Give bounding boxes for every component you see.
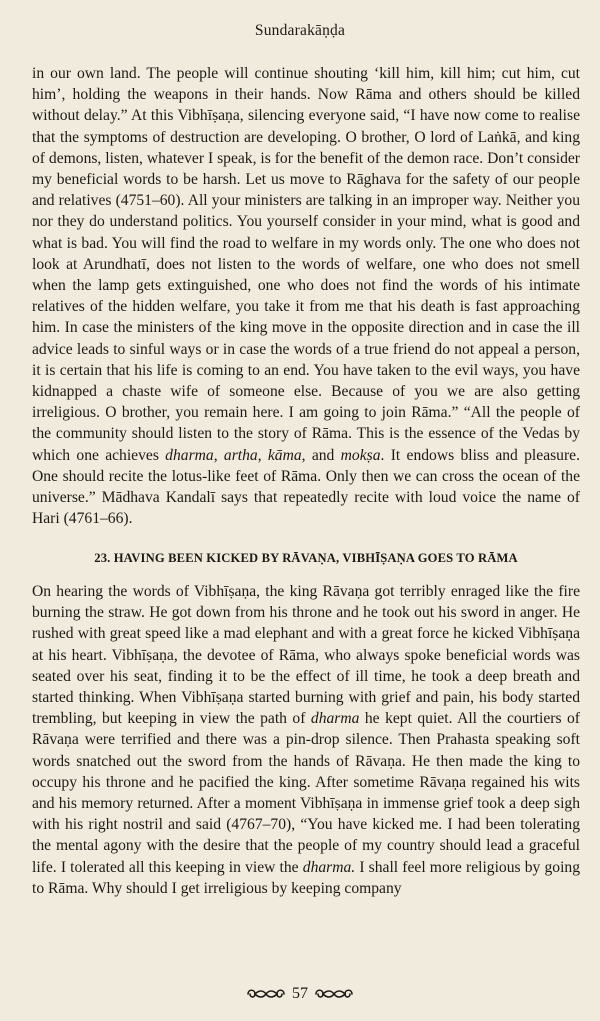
italic-term: mokṣa bbox=[340, 446, 381, 464]
text-run: in our own land. The people will continue shouting ‘kill him, kill him; cut him, cut him’, holding the weapons in their hands. Now Rāma and others should be killed without delay.” At this Vibhīṣaṇa, silencing everyone said, “I have now come to realise that the symptoms of destruction are developing. O brother, O lord of Laṅkā, and king of demons, listen, whatever I speak, is for the benefit of the demon race. Don’t consider my beneficial words to be harsh. Let us move to Rāghava for the safety of our people and relatives (4751–60). All your ministers are talking in an improper way. Neither you nor they do understand politics. You yourself consider in your mind, what is good and what is bad. You will find the road to welfare in my words only. The one who does not look at Arundhatī, does not listen to the words of welfare, one who does not smell when the lamp gets extinguished, one who does not find the words of his intimate relatives of the hidden welfare, you take it from me that his death is fast approaching him. In case the ministers of the king move in the opposite direction and in case the ill advice leads to sinful ways or in case the words of a true friend do not appeal a person, it is certain that his life is coming to an end. You have taken to the evil ways, you have kidnapped a chaste wife of someone else. Because of you we are also getting irreligious. O brother, you remain here. I am going to join Rāma.” “All the people of the community should listen to the story of Rāma. This is the essence of the Vedas by which one achieves bbox=[32, 65, 580, 464]
text-run: I shall feel more religious by going to Rāma. Why should I get irreligious by keeping company bbox=[32, 858, 580, 897]
scroll-ornament-icon bbox=[314, 987, 354, 1001]
text-run: . It endows bliss and pleasure. One should recite the lotus-like feet of Rāma. Only then we can cross the ocean of the universe.” Mādhava Kandalī says that repeatedly recite with loud voice the name of Hari (4761–66). bbox=[32, 446, 580, 528]
text-run: , bbox=[213, 446, 224, 464]
body-paragraph bbox=[32, 581, 580, 899]
text-run: On hearing the words of Vibhīṣaṇa, the king Rāvaṇa got terribly enraged like the fire burning the straw. He got down from his throne and he took out his sword in anger. He rushed with great speed like a mad elephant and with a great force he kicked Vibhīṣaṇa at his heart. Vibhīṣaṇa, the devotee of Rāma, who always spoke beneficial words was seated over his seat, finding it to be the effect of ill time, he took a deep breath and started thinking. When Vibhīṣaṇa started burning with grief and pain, his body started trembling, but keeping in view the path of bbox=[32, 583, 580, 728]
italic-term: artha bbox=[223, 446, 258, 464]
scroll-ornament-icon bbox=[246, 987, 286, 1001]
section-heading: 23. HAVING BEEN KICKED BY RĀVAṆA, VIBHĪṢAṆA GOES TO RĀMA bbox=[94, 551, 518, 565]
italic-term: kāma bbox=[267, 446, 302, 464]
italic-term: dharma. bbox=[302, 858, 356, 876]
text-run: , bbox=[257, 446, 268, 464]
italic-term: dharma bbox=[310, 710, 360, 728]
page-number: 57 bbox=[292, 985, 308, 1002]
text-run: he kept quiet. All the courtiers of Rāvaṇa were terrified and there was a pin-drop silence. Then Prahasta speaking soft words snatched out the sword from the hands of Rāvaṇa. He then made the king to occupy his throne and he pacified the king. After sometime Rāvaṇa regained his wits and his memory returned. After a moment Vibhīṣaṇa in immense grief took a deep sigh with his right nostril and said (4767–70), “You have kicked me. I had been tolerating the mental agony with the desire that the people of my country should lead a graceful life. I tolerated all this keeping in view the bbox=[32, 710, 580, 876]
page-footer bbox=[0, 985, 600, 1003]
running-head: Sundarakāṇḍa bbox=[254, 22, 346, 39]
body-paragraph bbox=[32, 63, 580, 529]
text-run: , and bbox=[301, 446, 341, 464]
italic-term: dharma bbox=[165, 446, 214, 464]
